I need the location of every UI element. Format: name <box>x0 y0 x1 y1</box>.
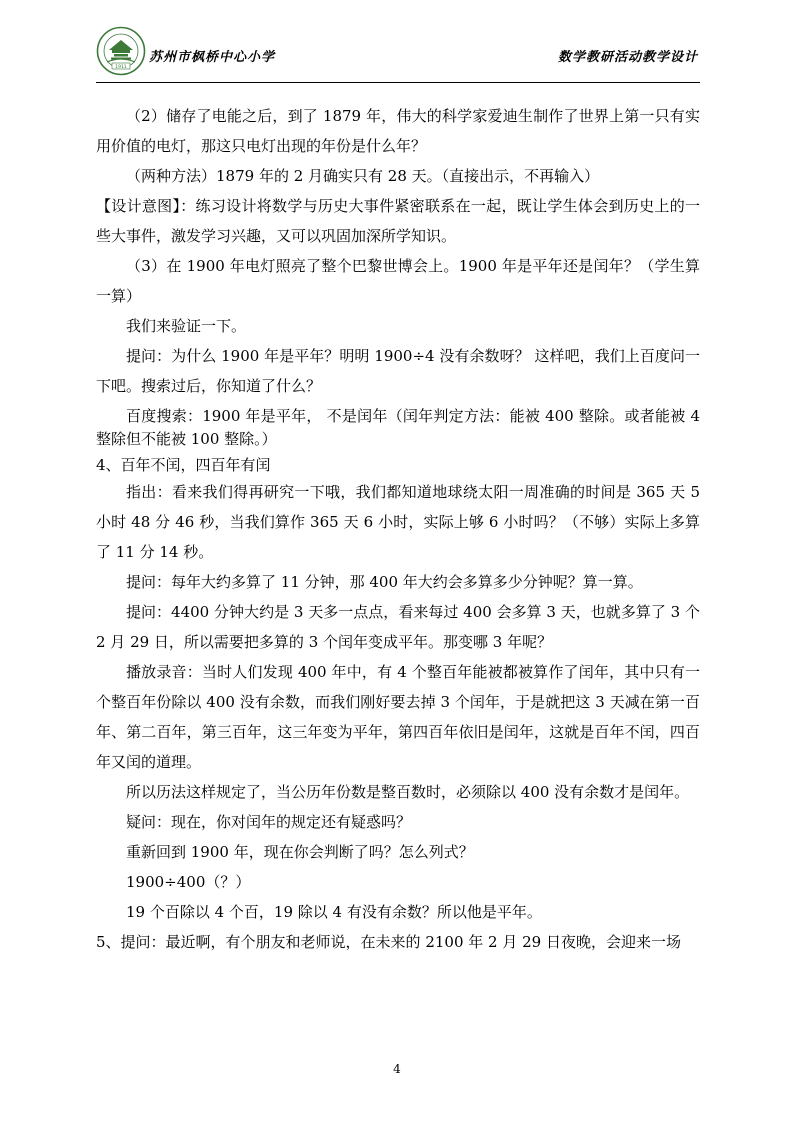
paragraph: 5、提问：最近啊，有个朋友和老师说，在未来的 2100 年 2 月 29 日夜晚，会迎来一场 <box>96 933 681 951</box>
paragraph: 重新回到 1900 年，现在你会判断了吗？怎么列式？ <box>126 843 474 861</box>
page-number: 4 <box>393 1062 401 1076</box>
paragraph: （两种方法）1879 年的 2 月确实只有 28 天。（直接出示，不再输入） <box>126 167 600 185</box>
paragraph: （2）储存了电能之后，到了 1879 年，伟大的科学家爱迪生制作了世界上第一只有实用价值的电灯，那这只电灯出现的年份是什么年？ <box>96 107 700 155</box>
paragraph: 所以历法这样规定了，当公历年份数是整百数时，必须除以 400 没有余数才是闰年。 <box>126 783 690 801</box>
paragraph: 指出：看来我们得再研究一下哦，我们都知道地球绕太阳一周准确的时间是 365 天 5 小时 48 分 46 秒，当我们算作 365 天 6 小时，实际上够 6 小时吗？（不够）实际上多算了 11 分 14 秒。 <box>96 483 700 561</box>
paragraph: 百度搜索：1900 年是平年， 不是闰年（闰年判定方法：能被 400 整除。或者能被 4 整除但不能被 100 整除。） <box>96 407 700 448</box>
logo-year-text: 1911 <box>115 64 127 70</box>
header-rule <box>96 82 700 83</box>
paragraph: 播放录音：当时人们发现 400 年中，有 4 个整百年能被都被算作了闰年，其中只有一个整百年份除以 400 没有余数，而我们刚好要去掉 3 个闰年，于是就把这 3 天减在第一百年、第二百年，第三百年，这三年变为平年，第四百年依旧是闰年，这就是百年不闰，四百年又闰的道理。 <box>96 663 700 771</box>
paragraph: 提问：每年大约多算了 11 分钟，那 400 年大约会多算多少分钟呢？算一算。 <box>126 573 643 591</box>
paragraph: 1900÷400（？） <box>126 873 251 891</box>
section-heading: 4、百年不闰，四百年有闰 <box>96 456 271 474</box>
paragraph: 19 个百除以 4 个百，19 除以 4 有没有余数？所以他是平年。 <box>126 903 542 921</box>
body-text <box>96 101 700 957</box>
paragraph: 提问：为什么 1900 年是平年？明明 1900÷4 没有余数呀？ 这样吧，我们上百度问一下吧。搜索过后，你知道了什么？ <box>96 347 700 395</box>
document-title: 数学教研活动教学设计 <box>557 50 698 65</box>
paragraph: 疑问：现在，你对闰年的规定还有疑惑吗？ <box>126 813 412 831</box>
paragraph: 提问：4400 分钟大约是 3 天多一点点，看来每过 400 会多算 3 天，也就多算了 3 个 2 月 29 日，所以需要把多算的 3 个闰年变成平年。那变哪 3 年呢？ <box>96 603 700 651</box>
paragraph: （3）在 1900 年电灯照亮了整个巴黎世博会上。1900 年是平年还是闰年？（学生算一算） <box>96 257 700 305</box>
page-header <box>96 26 700 90</box>
school-logo <box>96 26 146 76</box>
paragraph: 【设计意图】：练习设计将数学与历史大事件紧密联系在一起，既让学生体会到历史上的一些大事件，激发学习兴趣，又可以巩固加深所学知识。 <box>96 197 700 245</box>
paragraph: 我们来验证一下。 <box>126 317 247 335</box>
school-name: 苏州市枫桥中心小学 <box>149 50 276 65</box>
